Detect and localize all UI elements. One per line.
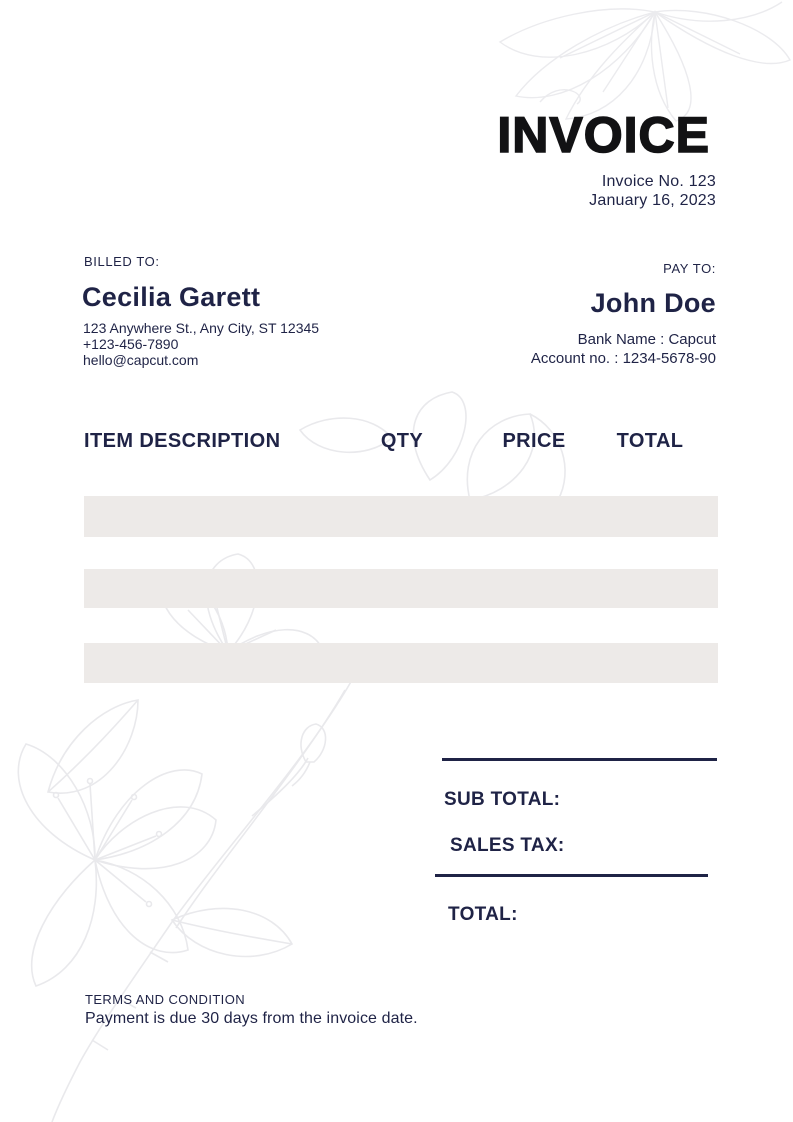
invoice-date: January 16, 2023 — [589, 192, 716, 209]
sales-tax-label: SALES TAX: — [450, 835, 565, 856]
table-row — [84, 569, 718, 608]
pay-to-name: John Doe — [590, 288, 716, 318]
pay-to-account: Account no. : 1234-5678-90 — [530, 350, 716, 367]
sub-total-label: SUB TOTAL: — [444, 789, 561, 810]
pay-to-bank: Bank Name : Capcut — [577, 331, 716, 348]
column-header-item-description: ITEM DESCRIPTION — [84, 430, 281, 452]
terms-label: TERMS AND CONDITION — [85, 992, 245, 1007]
invoice-number: Invoice No. 123 — [601, 173, 716, 190]
pay-to-details — [531, 330, 716, 368]
totals-divider-bottom — [435, 874, 708, 877]
billed-to-email: hello@capcut.com — [83, 352, 199, 368]
page-title: INVOICE — [497, 107, 710, 163]
billed-to-name: Cecilia Garett — [82, 282, 261, 312]
column-header-total: TOTAL — [616, 430, 684, 452]
billed-to-label: BILLED TO: — [84, 254, 160, 269]
table-row — [84, 643, 718, 683]
column-header-qty: QTY — [380, 430, 424, 452]
billed-to-phone: +123-456-7890 — [83, 336, 179, 352]
total-label: TOTAL: — [448, 904, 518, 925]
pay-to-label: PAY TO: — [663, 261, 716, 276]
totals-divider-top — [442, 758, 717, 761]
column-header-price: PRICE — [502, 430, 566, 452]
terms-text: Payment is due 30 days from the invoice date. — [85, 1010, 418, 1027]
billed-to-address: 123 Anywhere St., Any City, ST 12345 — [83, 320, 320, 336]
table-row — [84, 496, 718, 537]
billed-to-details — [83, 320, 319, 368]
